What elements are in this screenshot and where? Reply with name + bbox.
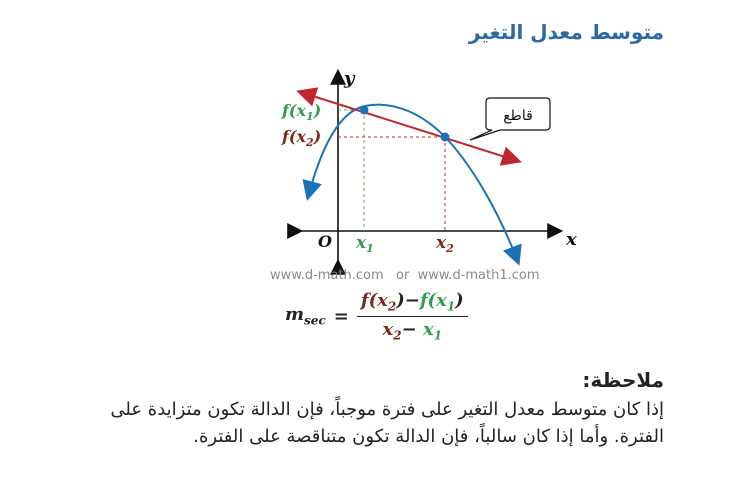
x-axis-label: x: [566, 229, 577, 250]
x2-tick-label: $x_2$: [436, 233, 454, 255]
secant-line: [300, 92, 518, 161]
callout-label: قاطع: [503, 108, 533, 124]
watermark: www.d-math.com or www.d-math1.com: [270, 268, 540, 283]
y-axis-label: y: [344, 68, 355, 89]
point-x2: [441, 133, 450, 142]
x1-tick-label: $x_1$: [356, 233, 374, 255]
formula-fraction: [357, 290, 468, 342]
fx1-tick-label: $f(x_1)$: [282, 101, 322, 123]
note-body: إذا كان متوسط معدل التغير على فترة موجباً، فإن الدالة تكون متزايدة على الفترة. وأما إذا كان سالباً، فإن الدالة تكون متناقصة على الفترة.: [110, 399, 664, 447]
secant-slope-formula: [285, 290, 468, 342]
formula-equals: =: [333, 305, 349, 327]
origin-label: O: [318, 232, 332, 251]
secant-callout: [470, 98, 550, 140]
page-title: متوسط معدل التغير: [468, 20, 664, 44]
note-title: ملاحظة:: [582, 368, 664, 392]
formula-numerator: $f(x_2)-f(x_1)$: [357, 290, 468, 317]
point-x1: [360, 106, 369, 115]
formula-denominator: $x_2- x_1$: [382, 318, 443, 343]
formula-lhs: $m_{sec}$: [285, 304, 326, 328]
fx2-tick-label: $f(x_2)$: [282, 127, 322, 149]
